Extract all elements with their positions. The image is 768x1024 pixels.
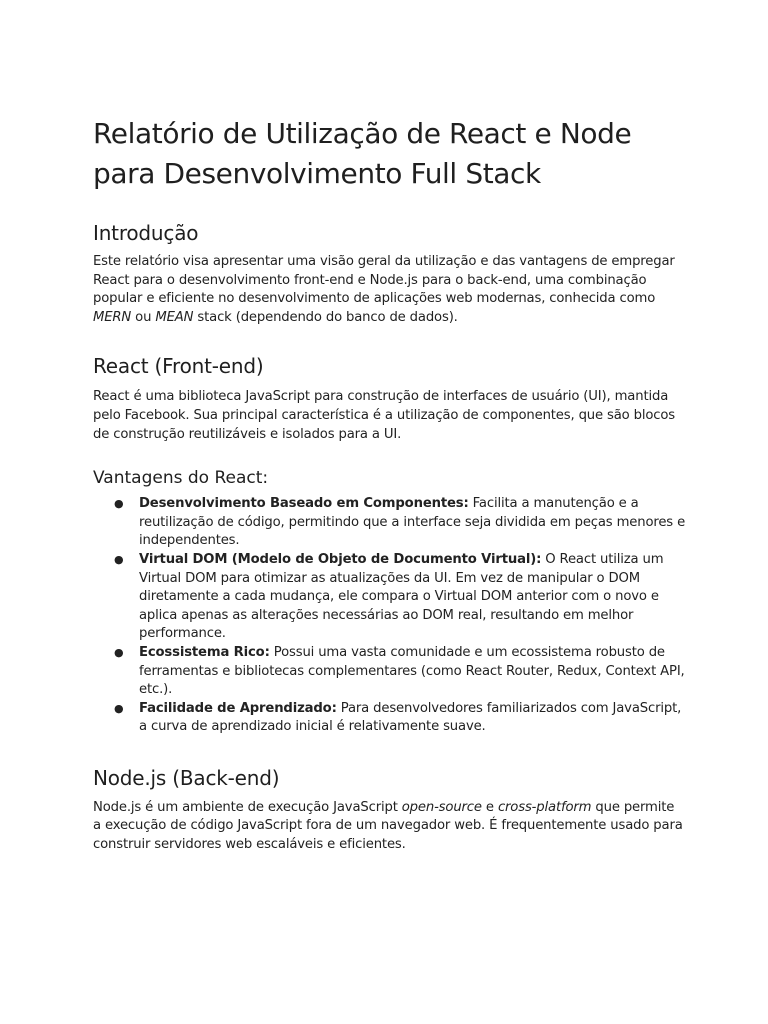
document-title: Relatório de Utilização de React e Node para Desenvolvimento Full Stack (93, 117, 632, 190)
list-item (114, 700, 686, 737)
intro-paragraph (93, 253, 686, 327)
intro-text-2: ou (131, 309, 156, 325)
node-em-cross-platform: cross-platform (497, 799, 592, 815)
node-heading: Node.js (Back-end) (93, 765, 280, 790)
bullet-icon: ● (114, 645, 124, 659)
intro-em-mern: MERN (93, 309, 132, 325)
react-heading: React (Front-end) (93, 354, 264, 379)
list-item-text: Para desenvolvedores familiarizados com JavaScript, a curva de aprendizado inicial é relativamente suave. (139, 700, 682, 735)
list-item-text: O React utiliza um Virtual DOM para otimizar as atualizações da UI. Em vez de manipular o DOM diretamente a cada mudança, ele compara o Virtual DOM anterior com o novo e aplica apenas as alterações necessárias ao DOM real, resultando em melhor performance. (139, 551, 664, 642)
node-text-2: e (481, 799, 498, 815)
bullet-icon: ● (114, 497, 124, 511)
intro-text-1: Este relatório visa apresentar uma visão geral da utilização e das vantagens de empregar React para o desenvolvimento front-end e Node.js para o back-end, uma combinação popular e eficiente no desenvolvimento de aplicações web modernas, conhecida como (93, 254, 675, 307)
advantages-list (93, 495, 686, 737)
list-item-text: Facilita a manutenção e a reutilização de código, permitindo que a interface seja dividida em peças menores e independentes. (139, 496, 686, 549)
node-paragraph (93, 799, 686, 855)
react-paragraph: React é uma biblioteca JavaScript para construção de interfaces de usuário (UI), mantida pelo Facebook. Sua principal característica é a utilização de componentes, que são blocos de construção reutilizáveis e isolados para a UI. (93, 389, 676, 442)
list-item-label: Virtual DOM (Modelo de Objeto de Documento Virtual): (139, 551, 542, 567)
list-item (114, 495, 686, 551)
list-item (114, 644, 686, 700)
intro-text-3: stack (dependendo do banco de dados). (193, 309, 458, 325)
intro-heading: Introdução (93, 221, 199, 245)
bullet-icon: ● (114, 701, 124, 715)
list-item-label: Desenvolvimento Baseado em Componentes: (139, 496, 469, 512)
intro-em-mean: MEAN (155, 309, 194, 325)
list-item-label: Facilidade de Aprendizado: (139, 700, 337, 716)
advantages-heading: Vantagens do React: (93, 468, 269, 489)
node-text-3: que permite a execução de código JavaScript fora de um navegador web. É frequentemente usado para construir servidores web escaláveis e eficientes. (93, 799, 683, 853)
list-item (114, 551, 686, 644)
node-em-open-source: open-source (401, 799, 482, 815)
list-item-label: Ecossistema Rico: (139, 644, 270, 660)
list-item-text: Possui uma vasta comunidade e um ecossistema robusto de ferramentas e bibliotecas complementares (como React Router, Redux, Context API, etc.). (139, 644, 685, 698)
node-text-1: Node.js é um ambiente de execução JavaScript (93, 799, 402, 815)
bullet-icon: ● (114, 552, 124, 566)
